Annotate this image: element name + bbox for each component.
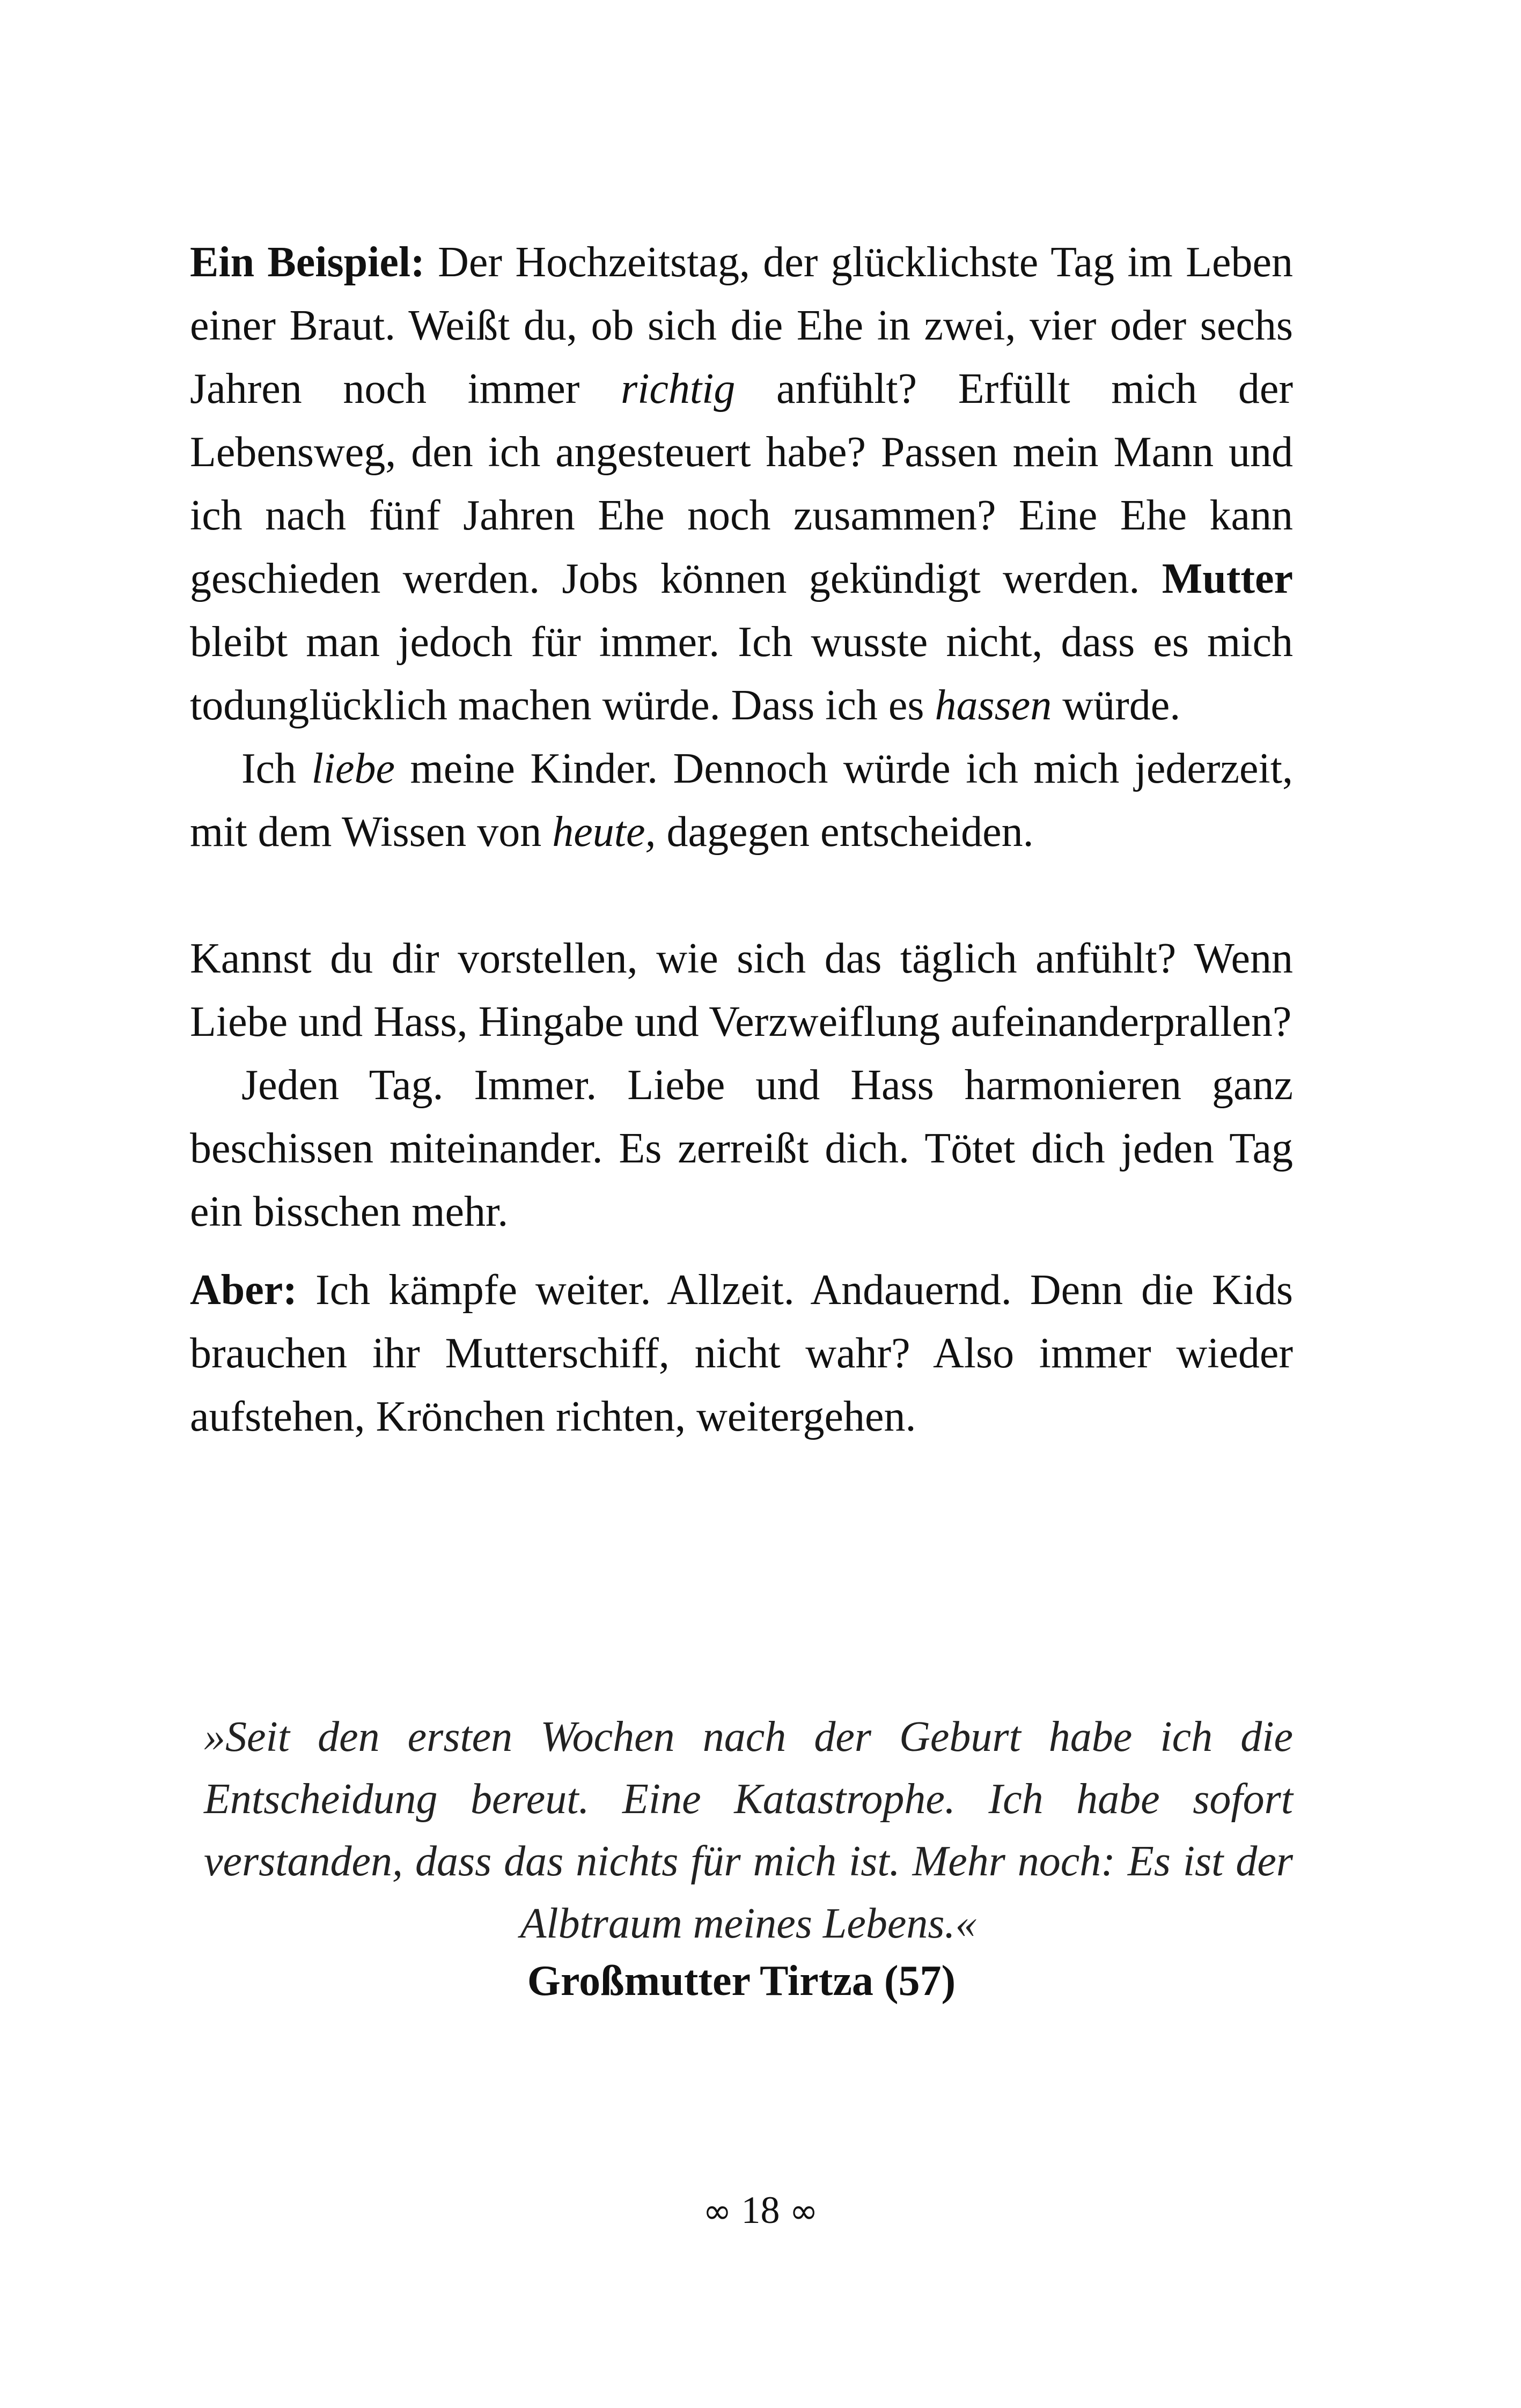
emphasis-text: hassen bbox=[935, 682, 1052, 729]
text-segment: Ich bbox=[241, 745, 312, 792]
emphasis-text: richtig bbox=[621, 365, 736, 413]
text-segment: meine Kinder. Dennoch würde ich mich jederzeit, mit dem Wissen von bbox=[190, 745, 1293, 856]
quote-author: Großmutter Tirtza (57) bbox=[527, 1957, 956, 2005]
bold-text: Mutter bbox=[1162, 555, 1293, 602]
paragraph bbox=[190, 927, 1293, 1054]
infinity-ornament-left-icon: ∞ bbox=[703, 2192, 732, 2232]
page-number: 18 bbox=[741, 2189, 780, 2232]
emphasis-text: heute, bbox=[552, 808, 656, 856]
paragraph-lead: Aber: bbox=[190, 1266, 297, 1314]
text-segment: Jeden Tag. Immer. Liebe und Hass harmonieren ganz beschissen miteinander. Es zerreißt dich. Tötet dich jeden Tag ein bisschen mehr. bbox=[190, 1062, 1293, 1235]
paragraph-gap bbox=[190, 1243, 1293, 1258]
body-text bbox=[190, 231, 1293, 1448]
quote-text: »Seit den ersten Wochen nach der Geburt habe ich die Entscheidung bereut. Eine Katastrophe. Ich habe sofort verstanden, dass das nichts für mich ist. Mehr noch: Es ist der Albtraum meines Lebens.« bbox=[204, 1713, 1293, 1947]
text-segment: Kannst du dir vorstellen, wie sich das täglich anfühlt? Wenn Liebe und Hass, Hingabe und Verzweiflung aufeinanderprallen? bbox=[190, 935, 1293, 1045]
emphasis-text: liebe bbox=[311, 745, 395, 792]
page-footer bbox=[0, 2183, 1521, 2238]
text-segment: dagegen entscheiden. bbox=[656, 808, 1034, 856]
paragraph bbox=[190, 1258, 1293, 1448]
paragraph bbox=[190, 231, 1293, 737]
infinity-ornament-right-icon: ∞ bbox=[789, 2192, 818, 2232]
text-segment: Ich kämpfe weiter. Allzeit. Andauernd. Denn die Kids brauchen ihr Mutterschiff, nicht wahr? Also immer wieder aufstehen, Krönchen richten, weitergehen. bbox=[190, 1266, 1293, 1440]
text-segment: würde. bbox=[1052, 682, 1181, 729]
text-segment: anfühlt? Erfüllt mich der Lebensweg, den ich angesteuert habe? Passen mein Mann und ich nach fünf Jahren Ehe noch zusammen? Eine Ehe kann geschieden werden. Jobs können gekündigt werden. bbox=[190, 365, 1294, 602]
paragraph bbox=[190, 737, 1293, 864]
text-segment: bleibt man jedoch für immer. Ich wusste nicht, dass es mich todunglücklich machen würde. Dass ich es bbox=[190, 618, 1293, 729]
paragraph-lead: Ein Beispiel: bbox=[190, 239, 425, 286]
text-segment: Der Hochzeitstag, der glücklichste Tag im Leben einer Braut. Weißt du, ob sich die Ehe in zwei, vier oder sechs Jahren noch immer bbox=[190, 239, 1293, 413]
quote-block bbox=[204, 1706, 1293, 1955]
paragraph bbox=[190, 1054, 1293, 1243]
paragraph-gap bbox=[190, 864, 1293, 927]
